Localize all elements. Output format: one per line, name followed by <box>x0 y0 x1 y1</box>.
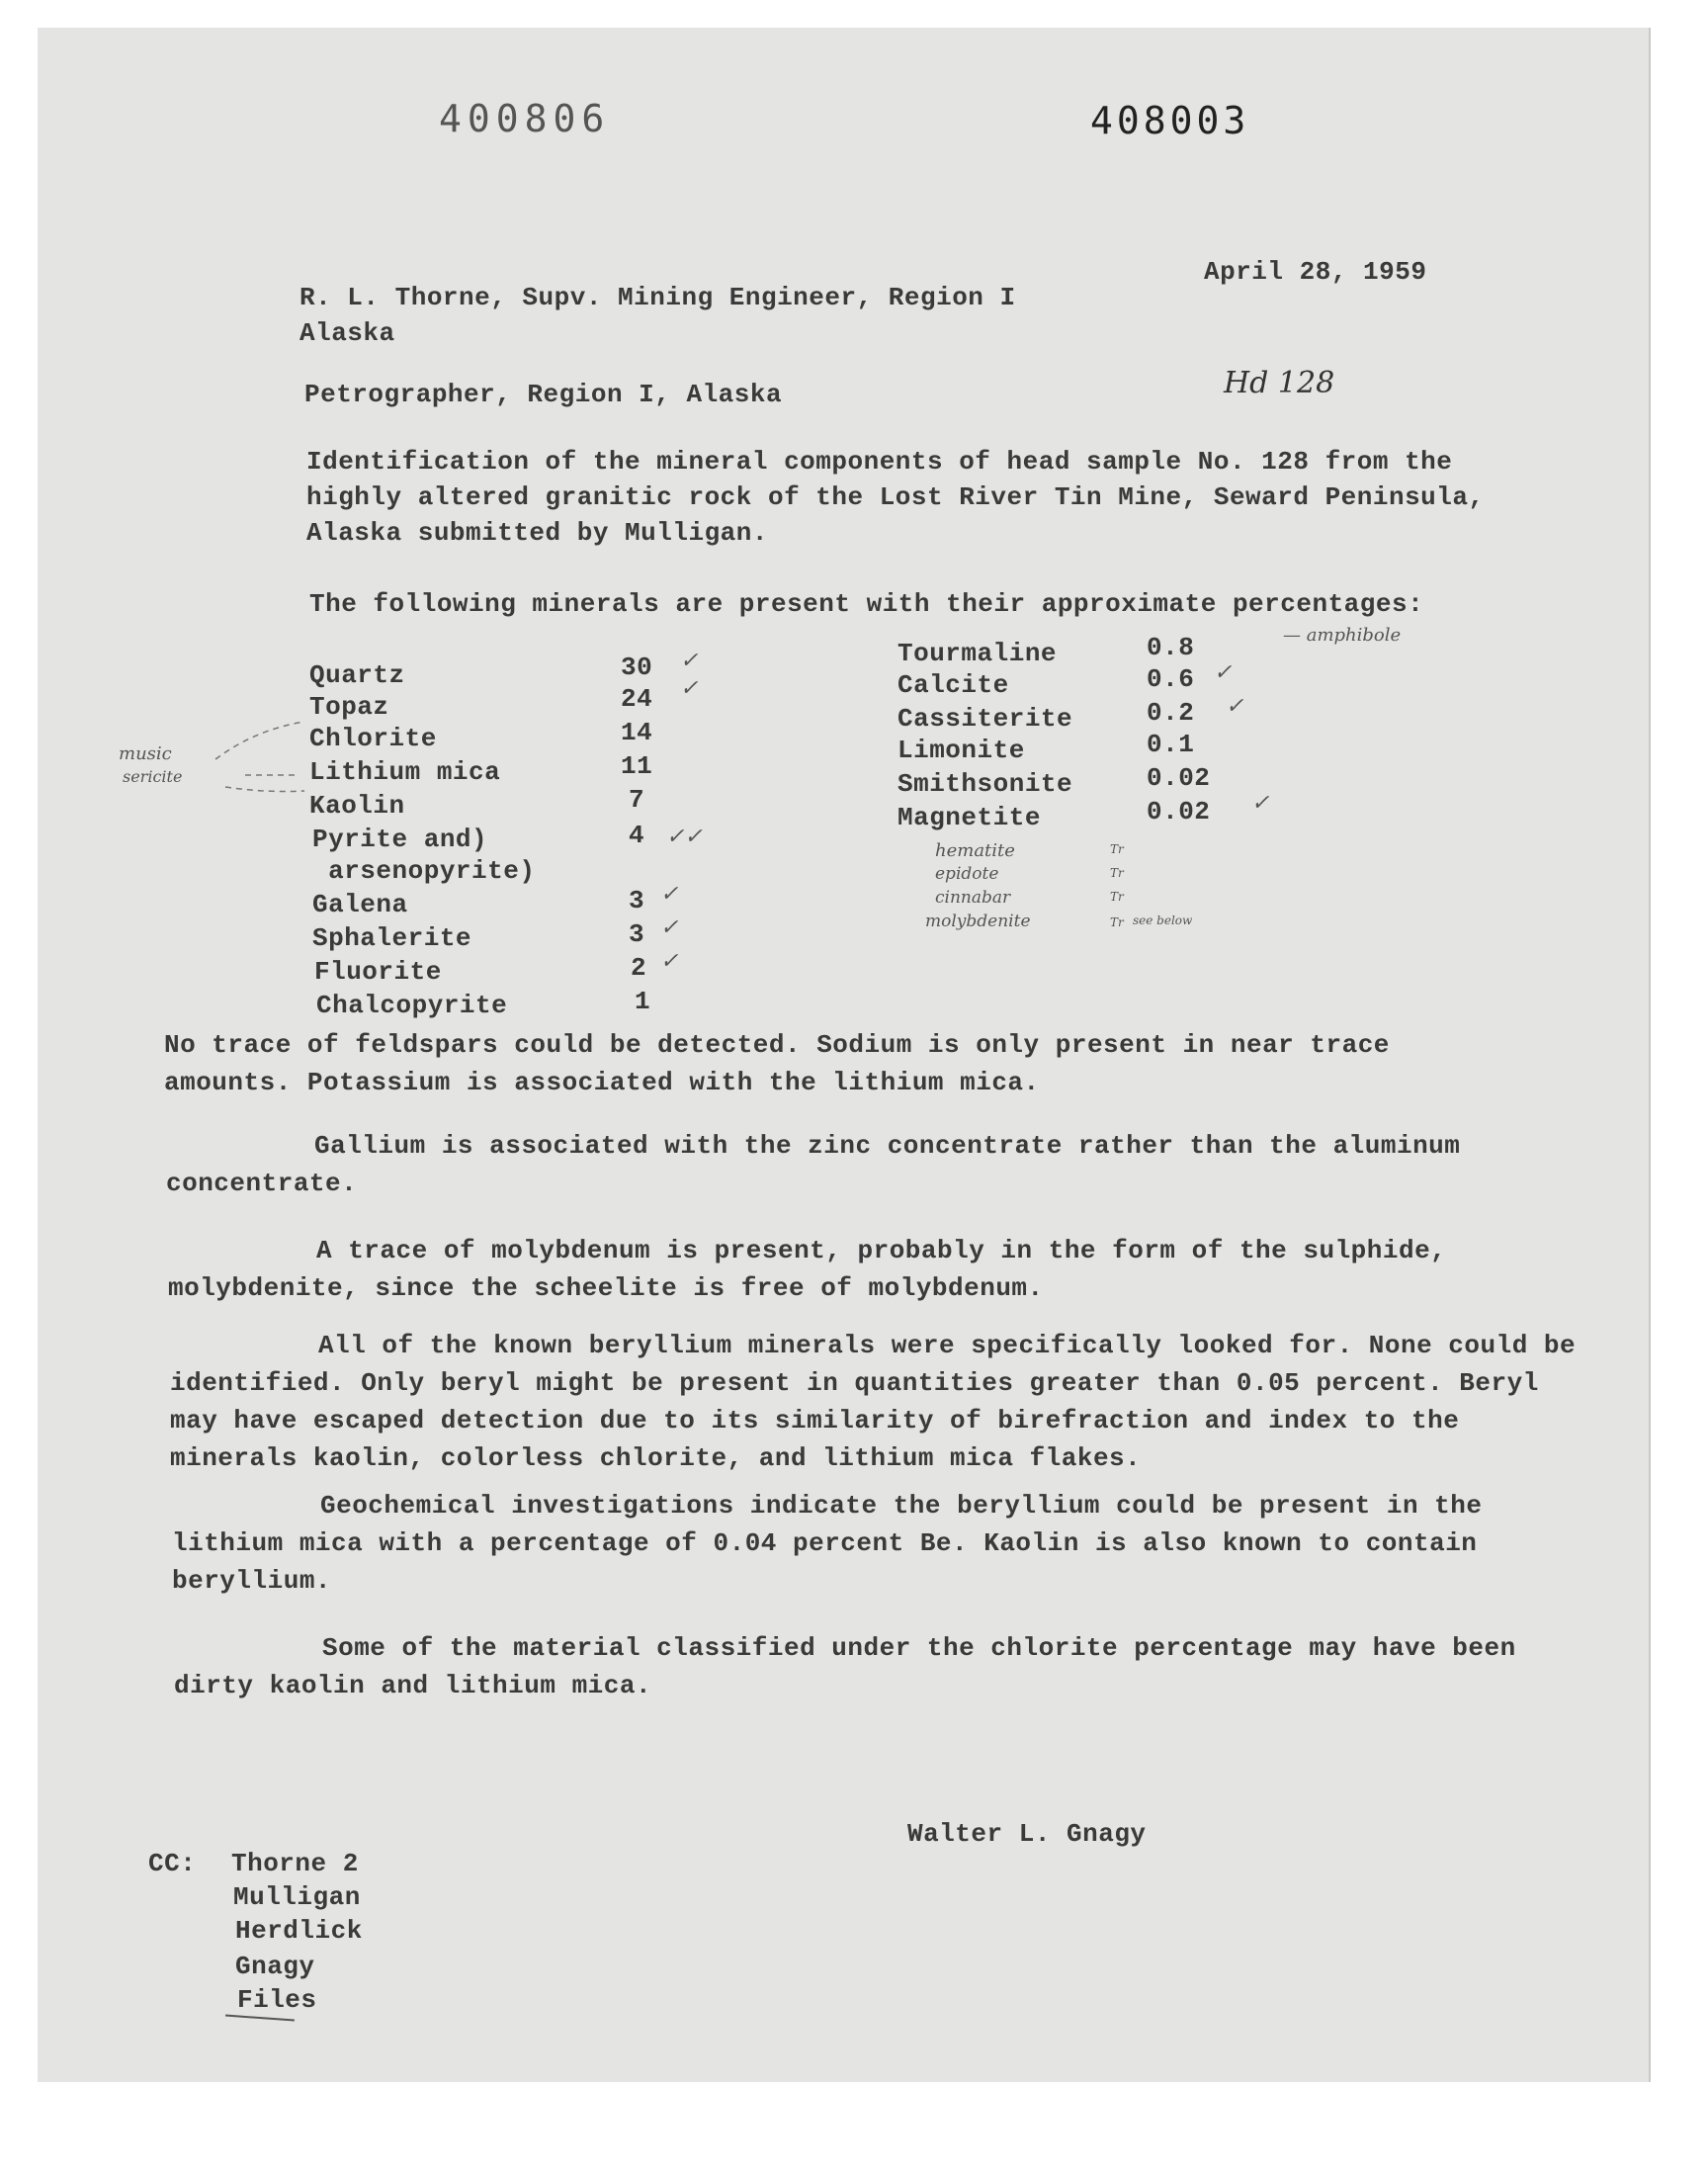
handwritten-trace-mark: Tr <box>1110 842 1124 856</box>
cc-recipient: Herdlick <box>235 1916 363 1946</box>
mineral-value: 0.02 <box>1147 797 1211 826</box>
mineral-name: Fluorite <box>314 957 442 987</box>
cc-recipient: Mulligan <box>233 1882 361 1912</box>
memo-date: April 28, 1959 <box>1204 257 1427 287</box>
mineral-name: arsenopyrite) <box>312 856 536 886</box>
check-mark: ✓✓ <box>666 825 703 849</box>
mineral-name: Galena <box>312 890 408 919</box>
mineral-name: Chlorite <box>309 724 437 753</box>
mineral-row <box>309 724 437 753</box>
mineral-name: Topaz <box>309 692 389 722</box>
mineral-value: 1 <box>635 987 651 1016</box>
from-line: Petrographer, Region I, Alaska <box>304 380 783 409</box>
mineral-name: Limonite <box>897 736 1025 765</box>
to-line-2: Alaska <box>299 318 395 348</box>
mineral-value: 4 <box>629 821 645 850</box>
stamp-number-right: 408003 <box>1090 99 1250 142</box>
to-line-1: R. L. Thorne, Supv. Mining Engineer, Region I <box>299 283 1016 312</box>
handwritten-margin-note-1: music <box>119 743 172 764</box>
mineral-name: Pyrite and) <box>312 825 488 854</box>
document-page <box>38 28 1651 2082</box>
cc-label: CC: <box>148 1849 197 1878</box>
mineral-row <box>309 791 405 821</box>
paragraph-gallium: Gallium is associated with the zinc concentrate rather than the aluminum concentrate. <box>166 1131 1461 1198</box>
handwritten-see-below-note: see below <box>1133 914 1193 927</box>
mineral-row <box>309 660 405 690</box>
files-underline <box>225 2015 295 2022</box>
mineral-value: 3 <box>629 886 645 915</box>
check-mark: ✓ <box>660 949 679 974</box>
handwritten-reference: Hd 128 <box>1224 366 1335 400</box>
mineral-name: Chalcopyrite <box>316 991 508 1020</box>
margin-pointer-lines <box>206 710 314 799</box>
subject-line-1: Identification of the mineral components of head sample No. 128 from the <box>306 447 1453 477</box>
mineral-row <box>312 890 408 919</box>
mineral-value: 24 <box>621 684 653 714</box>
mineral-row <box>312 825 487 854</box>
mineral-value: 0.02 <box>1147 763 1211 793</box>
mineral-name: Calcite <box>897 670 1009 700</box>
mineral-row <box>309 757 500 787</box>
mineral-value: 0.6 <box>1147 664 1195 694</box>
handwritten-trace-mark: Tr <box>1110 915 1124 929</box>
mineral-value: 0.1 <box>1147 730 1195 759</box>
mineral-name: Kaolin <box>309 791 405 821</box>
check-mark: ✓ <box>680 649 699 673</box>
handwritten-amphibole-note: — amphibole <box>1283 625 1402 646</box>
check-mark: ✓ <box>660 882 679 907</box>
mineral-name: Sphalerite <box>312 923 472 953</box>
cc-recipient: Files <box>237 1985 317 2015</box>
handwritten-added-mineral-cinnabar: cinnabar <box>935 888 1011 908</box>
handwritten-added-mineral-hematite: hematite <box>935 840 1015 861</box>
mineral-row <box>316 991 507 1020</box>
mineral-name: Magnetite <box>897 803 1041 832</box>
intro-line: The following minerals are present with their approximate percentages: <box>309 589 1424 619</box>
mineral-value: 0.8 <box>1147 633 1195 662</box>
check-mark: ✓ <box>1214 660 1233 685</box>
mineral-name: Cassiterite <box>897 704 1073 734</box>
mineral-value: 11 <box>621 751 653 781</box>
handwritten-added-mineral-molybdenite: molybdenite <box>925 912 1031 931</box>
mineral-value: 2 <box>631 953 647 983</box>
paragraph-chlorite: Some of the material classified under the chlorite percentage may have been dirty kaolin and lithium mica. <box>174 1633 1516 1700</box>
paragraph-feldspars: No trace of feldspars could be detected. Sodium is only present in near trace amounts. Potassium is associated with the lithium mica. <box>164 1030 1390 1097</box>
check-mark: ✓ <box>1226 694 1244 719</box>
handwritten-trace-mark: Tr <box>1110 890 1124 904</box>
mineral-name: Quartz <box>309 660 405 690</box>
check-mark: ✓ <box>680 676 699 701</box>
check-mark: ✓ <box>1251 791 1270 816</box>
paragraph-molybdenum: A trace of molybdenum is present, probably in the form of the sulphide, molybdenite, since the scheelite is free of molybdenum. <box>168 1236 1447 1303</box>
mineral-value: 14 <box>621 718 653 747</box>
handwritten-added-mineral-epidote: epidote <box>935 864 999 884</box>
mineral-value: 7 <box>629 785 645 815</box>
mineral-row <box>312 923 471 953</box>
mineral-row-continued <box>312 856 535 886</box>
mineral-value: 0.2 <box>1147 698 1195 728</box>
subject-line-2: highly altered granitic rock of the Lost River Tin Mine, Seward Peninsula, <box>306 482 1485 512</box>
mineral-value: 30 <box>621 652 653 682</box>
signature-name: Walter L. Gnagy <box>907 1819 1147 1849</box>
mineral-name: Smithsonite <box>897 769 1073 799</box>
mineral-value: 3 <box>629 919 645 949</box>
subject-line-3: Alaska submitted by Mulligan. <box>306 518 768 548</box>
stamp-number-left: 400806 <box>439 97 611 140</box>
handwritten-margin-note-2: sericite <box>123 767 183 786</box>
mineral-row <box>314 957 442 987</box>
cc-recipient: Gnagy <box>235 1952 315 1981</box>
mineral-name: Lithium mica <box>309 757 501 787</box>
mineral-name: Tourmaline <box>897 639 1058 668</box>
check-mark: ✓ <box>660 915 679 940</box>
cc-recipient: Thorne 2 <box>231 1849 359 1878</box>
handwritten-trace-mark: Tr <box>1110 866 1124 880</box>
paragraph-geochemical: Geochemical investigations indicate the beryllium could be present in the lithium mica with a percentage of 0.04 percent Be. Kaolin is also known to contain beryllium. <box>172 1491 1483 1596</box>
paragraph-beryllium: All of the known beryllium minerals were specifically looked for. None could be identified. Only beryl might be present in quantities greater than 0.05 percent. Beryl may have escaped detection due to its similarity of birefraction and index to the minerals kaolin, colorless chlorite, and lithium mica flakes. <box>170 1331 1577 1473</box>
mineral-row <box>309 692 389 722</box>
